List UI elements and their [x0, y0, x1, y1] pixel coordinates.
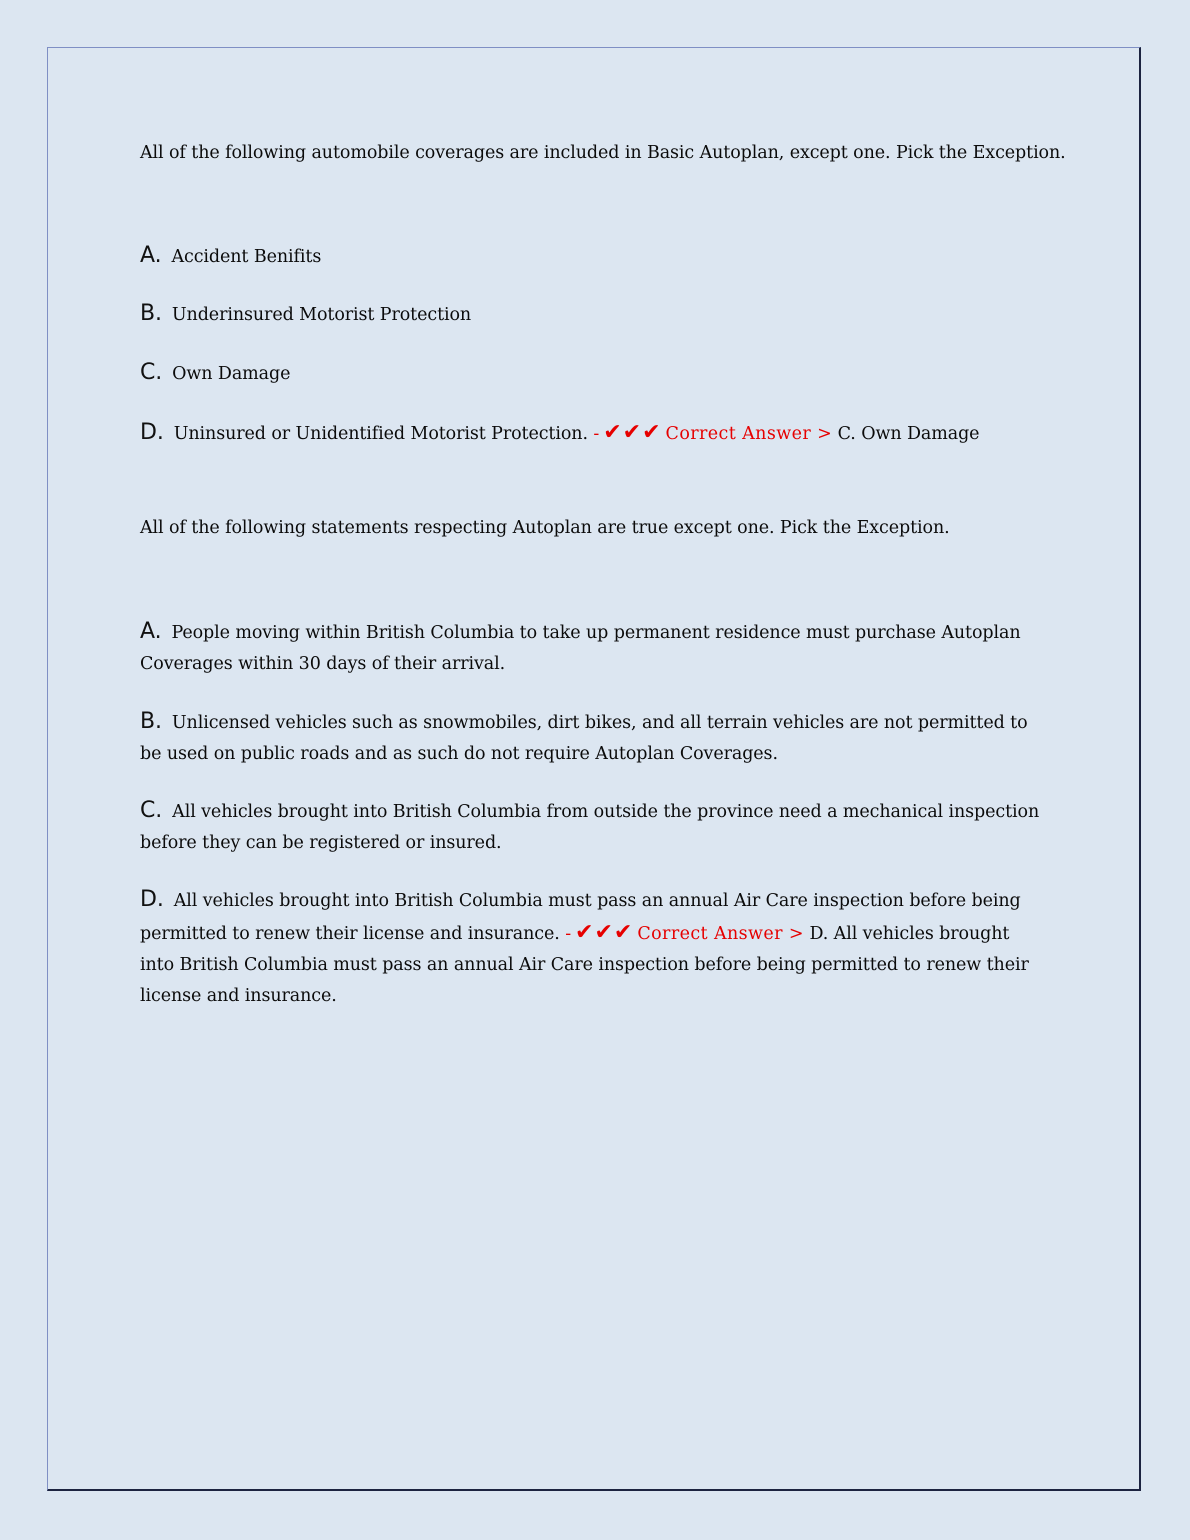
option-text: Accident Benifits — [171, 247, 322, 267]
q1-option-d — [140, 417, 1045, 450]
option-letter: D. — [140, 887, 164, 912]
option-letter: C. — [140, 798, 163, 823]
option-letter: C. — [140, 360, 163, 385]
q2-option-b — [140, 706, 1045, 770]
q2-option-d — [140, 884, 1045, 1012]
option-text: Underinsured Motorist Protection — [171, 305, 472, 325]
answer-dash: - — [593, 424, 600, 444]
answer-dash: - — [565, 924, 572, 944]
correct-answer-text: C. Own Damage — [837, 424, 980, 444]
check-icon: ✔✔✔ — [575, 920, 634, 945]
option-text: All vehicles brought into British Columbia must pass an annual Air Care inspection before being permitted to renew their license and insurance. — [140, 891, 1021, 944]
question-1: All of the following automobile coverages are included in Basic Autoplan, except one. Pick the Exception. — [140, 143, 1066, 163]
q1-option-c — [140, 357, 1045, 390]
q1-option-b — [140, 298, 1045, 331]
option-letter: D. — [140, 420, 164, 445]
correct-answer-label: Correct Answer > — [665, 424, 833, 444]
check-icon: ✔✔✔ — [603, 420, 662, 445]
option-letter: A. — [140, 619, 162, 644]
option-text: Uninsured or Unidentified Motorist Protection. — [173, 424, 588, 444]
option-text: People moving within British Columbia to take up permanent residence must purchase Autoplan Coverages within 30 days of their arrival. — [140, 623, 1021, 674]
option-letter: B. — [140, 709, 162, 734]
option-text: All vehicles brought into British Columbia from outside the province need a mechanical inspection before they can be registered or insured. — [140, 802, 1040, 853]
question-2: All of the following statements respecting Autoplan are true except one. Pick the Exception. — [140, 518, 950, 538]
option-text: Unlicensed vehicles such as snowmobiles, dirt bikes, and all terrain vehicles are not permitted to be used on public roads and as such do not require Autoplan Coverages. — [140, 713, 1028, 764]
correct-answer-text: D. All vehicles brought into British Columbia must pass an annual Air Care inspection before being permitted to renew their license and insurance. — [140, 924, 1029, 1006]
option-letter: A. — [140, 243, 162, 268]
option-text: Own Damage — [172, 364, 291, 384]
q2-option-a — [140, 616, 1045, 680]
q2-option-c — [140, 795, 1045, 859]
q1-option-a — [140, 240, 1045, 273]
option-letter: B. — [140, 301, 162, 326]
correct-answer-label: Correct Answer > — [637, 924, 804, 944]
